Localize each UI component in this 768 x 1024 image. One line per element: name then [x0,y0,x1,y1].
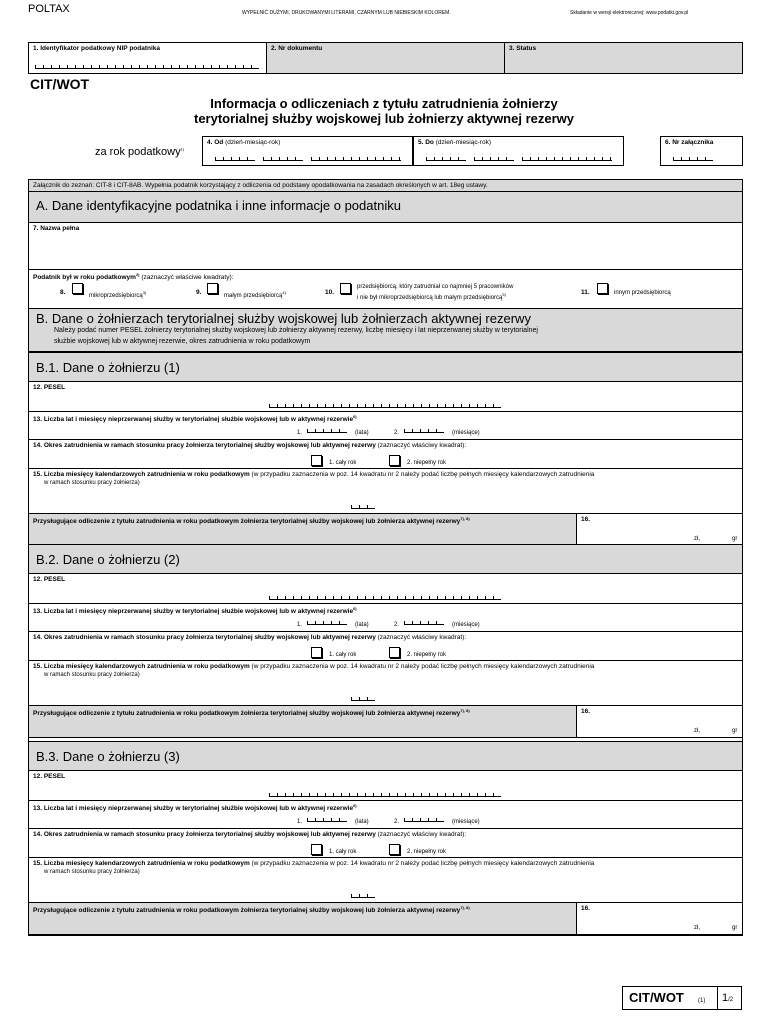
footer-page-number: 1/2 [722,992,734,1004]
from-month-combs [263,155,303,161]
to-year-combs [522,155,612,161]
pesel-combs [269,791,501,797]
footer-form-variant: (1) [698,998,706,1004]
soldier-3-title: B.3. Dane o żołnierzu (3) [36,749,180,764]
attachment-note: Załącznik do zeznań: CIT-8 i CIT-8AB. Wypełnia podatnik korzystający z odliczenia od podstawy opodatkowania na zasadach określonych w art. 18eg ustawy. [33,182,488,189]
employment-months-input[interactable] [351,892,375,898]
soldier-2-deduction-label-cell [28,705,577,738]
employment-months-label: 15. Liczba miesięcy kalendarzowych zatrudnienia w roku podatkowym (w przypadku zaznaczenia w poz. 14 kwadratu nr 2 należy podać liczbę pełnych miesięcy kalendarzowych zatrudnienia [33,663,595,670]
years-label: (lata) [355,622,369,628]
partial-year-label: 2. niepełny rok [407,652,447,658]
partial-year-checkbox[interactable] [389,647,400,658]
partial-year-label: 2. niepełny rok [407,849,447,855]
entrepreneur-5-employees-checkbox[interactable] [340,283,351,294]
employment-months-label: 15. Liczba miesięcy kalendarzowych zatrudnienia w roku podatkowym (w przypadku zaznaczenia w poz. 14 kwadratu nr 2 należy podać liczbę pełnych miesięcy kalendarzowych zatrudnienia [33,471,595,478]
option-8-label: mikroprzedsiębiorcą$^{3)}$ [89,290,147,299]
years-label: (lata) [355,430,369,436]
option-10-number: 10. [325,289,335,296]
soldier-1-deduction-label-cell [28,513,577,546]
full-name-field[interactable] [28,222,743,270]
employment-period-label: 14. Okres zatrudnienia w ramach stosunku pracy żołnierza terytorialnej służby wojskowej lub aktywnej rezerwy (zaznaczyć właściwy kwadrat): [33,831,467,838]
deduction-amount-label: 16. [581,516,591,523]
partial-year-label: 2. niepełny rok [407,460,447,466]
from-day-combs [215,155,255,161]
attachment-number-combs [673,155,713,161]
full-year-label: 1. cały rok [329,849,357,855]
deduction-label: Przysługujące odliczenie z tytułu zatrudnienia w roku podatkowym żołnierza terytorialnej służby wojskowej lub żołnierza aktywnej rezerwy$^{7), 8)}$ [33,516,470,526]
nip-field[interactable] [28,42,267,74]
attachment-number-field[interactable] [660,136,743,166]
section-b-title: B. Dane o żołnierzach terytorialnej służby wojskowej lub żołnierzach aktywnej rezerwy [36,311,531,326]
months-number: 2. [394,622,400,628]
taxpayer-type-row [28,269,743,309]
deduction-amount-label: 16. [581,905,591,912]
tax-year-label: za rok podatkowy$^{1)}$ [95,146,185,158]
months-number: 2. [394,430,400,436]
full-year-label: 1. cały rok [329,652,357,658]
option-9-number: 9. [196,289,202,296]
section-b-header [28,308,743,352]
pesel-combs [269,594,501,600]
other-entrepreneur-checkbox[interactable] [597,283,608,294]
soldier-2-deduction-amount-field[interactable] [576,705,743,738]
years-input[interactable] [307,427,347,433]
to-date-label: 5. Do (dzień-miesiąc-rok) [418,139,491,146]
soldier-3-header [28,741,743,771]
soldier-3-deduction-amount-field[interactable] [576,902,743,935]
pesel-label: 12. PESEL [33,773,66,780]
years-number: 1. [297,622,303,628]
document-number-label: 2. Nr dokumentu [271,45,323,52]
section-b-desc-line2: służbie wojskowej lub w aktywnej rezerwie, okres zatrudnienia w roku podatkowym [54,338,311,345]
option-9-label: małym przedsiębiorcą$^{4)}$ [224,290,286,299]
footer-form-code: CIT/WOT [629,990,684,1005]
soldier-3-employment-months-row [28,857,743,903]
deduction-label: Przysługujące odliczenie z tytułu zatrudnienia w roku podatkowym żołnierza terytorialnej służby wojskowej lub żołnierza aktywnej rezerwy$^{7), 8)}$ [33,708,470,718]
zloty-label: zł, [694,728,700,734]
full-year-label: 1. cały rok [329,460,357,466]
footer-form-id [622,986,742,1010]
employment-period-label: 14. Okres zatrudnienia w ramach stosunku pracy żołnierza terytorialnej służby wojskowej lub aktywnej rezerwy (zaznaczyć właściwy kwadrat): [33,634,467,641]
full-year-checkbox[interactable] [311,455,322,466]
pesel-combs [269,402,501,408]
option-11-number: 11. [581,289,590,296]
months-input[interactable] [404,619,444,625]
attachment-number-label: 6. Nr załącznika [665,139,714,146]
instruction-text: WYPEŁNIĆ DUŻYMI, DRUKOWANYMI LITERAMI, CZARNYM LUB NIEBIESKIM KOLOREM. [242,10,451,16]
employment-months-hint: w ramach stosunku pracy żołnierza) [44,672,140,678]
soldier-2-title: B.2. Dane o żołnierzu (2) [36,552,180,567]
employment-months-label: 15. Liczba miesięcy kalendarzowych zatrudnienia w roku podatkowym (w przypadku zaznaczenia w poz. 14 kwadratu nr 2 należy podać liczbę pełnych miesięcy kalendarzowych zatrudnienia [33,860,595,867]
pesel-label: 12. PESEL [33,576,66,583]
soldier-1-title: B.1. Dane o żołnierzu (1) [36,360,180,375]
status-label: 3. Status [509,45,537,52]
zloty-label: zł, [694,536,700,542]
deduction-amount-label: 16. [581,708,591,715]
partial-year-checkbox[interactable] [389,455,400,466]
service-length-label: 13. Liczba lat i miesięcy nieprzerwanej służby w terytorialnej służbie wojskowej lub w aktywnej rezerwie$^{6)}$ [33,803,357,813]
soldier-2-employment-period-row [28,631,743,661]
form-code: CIT/WOT [30,76,90,92]
soldier-3-service-length-row [28,800,743,829]
section-b-desc-line1: Należy podać numer PESEL żołnierzy terytorialnej służby wojskowej lub żołnierzy aktywnej rezerwy, liczbę miesięcy i lat nieprzerwanej służby w terytorialnej [54,327,538,334]
small-entrepreneur-checkbox[interactable] [207,283,218,294]
grosz-label: gr [732,925,738,931]
months-number: 2. [394,819,400,825]
partial-year-checkbox[interactable] [389,844,400,855]
soldier-1-deduction-amount-field[interactable] [576,513,743,546]
months-input[interactable] [404,427,444,433]
months-label: (miesiące) [452,819,480,825]
from-date-field[interactable] [202,136,413,166]
employment-months-input[interactable] [351,695,375,701]
option-10-label-line2: i nie był mikroprzedsiębiorcą lub małym przedsiębiorcą$^{5)}$ [357,292,506,301]
soldier-3-employment-period-row [28,828,743,858]
to-day-combs [426,155,466,161]
months-label: (miesiące) [452,622,480,628]
soldier-1-service-length-row [28,411,743,440]
service-length-label: 13. Liczba lat i miesięcy nieprzerwanej służby w terytorialnej służbie wojskowej lub w aktywnej rezerwie$^{6)}$ [33,414,357,424]
soldier-1-employment-months-row [28,468,743,514]
grosz-label: gr [732,536,738,542]
employment-months-hint: w ramach stosunku pracy żołnierza) [44,480,140,486]
soldier-3-pesel-field[interactable] [28,770,743,801]
soldier-1-header [28,352,743,382]
micro-entrepreneur-checkbox[interactable] [72,283,83,294]
full-year-checkbox[interactable] [311,844,322,855]
to-month-combs [474,155,514,161]
nip-combs [35,63,259,69]
soldier-2-header [28,544,743,574]
section-a-title: A. Dane identyfikacyjne podatnika i inne informacje o podatniku [36,198,401,213]
soldier-2-service-length-row [28,603,743,632]
brand-label: POLTAX [28,3,70,15]
soldier-3-deduction-label-cell [28,902,577,935]
employment-months-input[interactable] [351,503,375,509]
nip-label: 1. Identyfikator podatkowy NIP podatnika [33,45,161,52]
months-label: (miesiące) [452,430,480,436]
footer-code-cell [623,987,718,1009]
soldier-1-employment-period-row [28,439,743,469]
full-year-checkbox[interactable] [311,647,322,658]
deduction-label: Przysługujące odliczenie z tytułu zatrudnienia w roku podatkowym żołnierza terytorialnej służby wojskowej lub żołnierza aktywnej rezerwy$^{7), 8)}$ [33,905,470,915]
full-name-label: 7. Nazwa pełna [33,225,80,232]
electronic-filing-text: Składanie w wersji elektronicznej: www.podatki.gov.pl [570,10,689,16]
document-number-field [266,42,505,74]
months-input[interactable] [404,816,444,822]
status-field [504,42,743,74]
soldier-1-pesel-field[interactable] [28,381,743,412]
form-title-line1: Informacja o odliczeniach z tytułu zatrudnienia żołnierzy [210,96,558,111]
years-number: 1. [297,819,303,825]
taxpayer-type-label: Podatnik był w roku podatkowym$^{2)}$ (zaznaczyć właściwe kwadraty): [33,272,234,282]
from-date-label: 4. Od (dzień-miesiąc-rok) [207,139,281,146]
from-year-combs [311,155,401,161]
years-label: (lata) [355,819,369,825]
employment-months-hint: w ramach stosunku pracy żołnierza) [44,869,140,875]
grosz-label: gr [732,728,738,734]
years-input[interactable] [307,619,347,625]
option-11-label: innym przedsiębiorcą [614,290,671,296]
years-input[interactable] [307,816,347,822]
pesel-label: 12. PESEL [33,384,66,391]
zloty-label: zł, [694,925,700,931]
service-length-label: 13. Liczba lat i miesięcy nieprzerwanej służby w terytorialnej służbie wojskowej lub w aktywnej rezerwie$^{6)}$ [33,606,357,616]
option-10-label: przedsiębiorcą, który zatrudniał co najmniej 5 pracowników [357,284,514,290]
employment-period-label: 14. Okres zatrudnienia w ramach stosunku pracy żołnierza terytorialnej służby wojskowej lub aktywnej rezerwy (zaznaczyć właściwy kwadrat): [33,442,467,449]
option-8-number: 8. [60,289,66,296]
years-number: 1. [297,430,303,436]
to-date-field[interactable] [413,136,624,166]
soldier-2-pesel-field[interactable] [28,573,743,604]
form-title-line2: terytorialnej służby wojskowej lub żołnierzy aktywnej rezerwy [193,111,574,126]
section-a-header [28,191,743,223]
soldier-2-employment-months-row [28,660,743,706]
